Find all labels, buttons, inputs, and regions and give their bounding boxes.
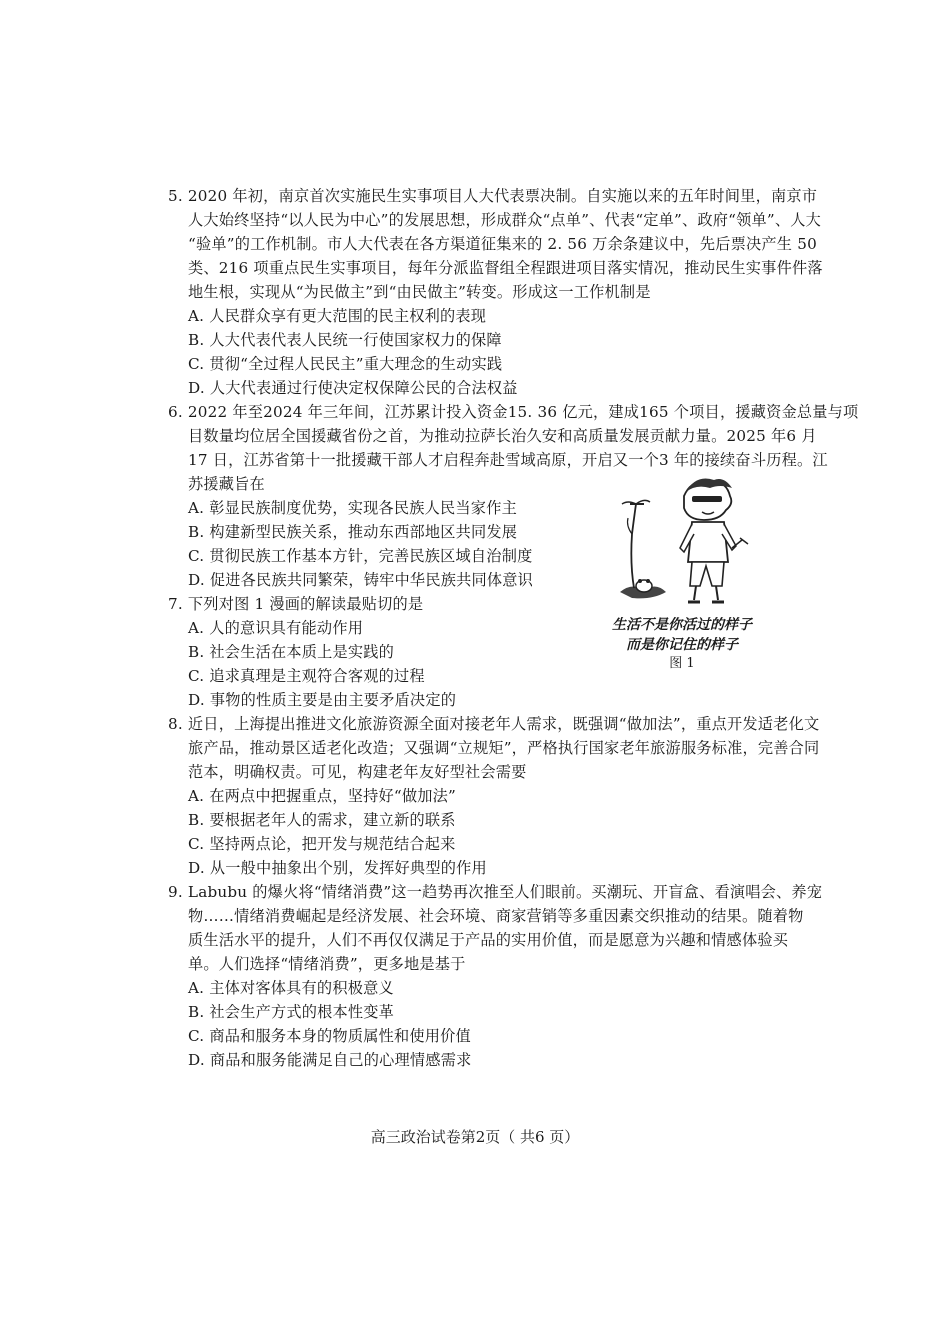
- question-6-line-3: 17 日，江苏省第十一批援藏干部人才启程奔赴雪域高原，开启又一个3 年的接续奋斗历程。江: [188, 451, 828, 469]
- question-8-line-1: 8. 近日，上海提出推进文化旅游资源全面对接老年人需求，既强调“做加法”，重点开发适老化文: [168, 715, 820, 733]
- question-9-option-a: A. 主体对客体具有的积极意义: [188, 979, 394, 997]
- question-6-line-2: 目数量均位居全国援藏省份之首，为推动拉萨长治久安和高质量发展贡献力量。2025 年6 月: [188, 427, 817, 445]
- question-6-option-b: B. 构建新型民族关系，推动东西部地区共同发展: [188, 523, 518, 541]
- question-9-option-b: B. 社会生产方式的根本性变革: [188, 1003, 395, 1021]
- question-9-line-4: 单。人们选择“情绪消费”，更多地是基于: [188, 955, 466, 973]
- question-8-option-c: C. 坚持两点论，把开发与规范结合起来: [188, 835, 456, 853]
- child-left-leg: [694, 586, 696, 600]
- question-5-line-4: 类、216 项重点民生实事项目，每年分派监督组全程跟进项目落实情况，推动民生实事件件落: [188, 259, 823, 277]
- question-5-line-3: “验单”的工作机制。市人大代表在各方渠道征集来的 2. 56 万余条建议中，先后票决产生 50: [188, 235, 817, 253]
- question-7-option-b: B. 社会生活在本质上是实践的: [188, 643, 395, 661]
- frog-eye: [646, 579, 650, 583]
- figure-caption-line-2: 而是你记住的样子: [626, 637, 738, 653]
- question-8-option-b: B. 要根据老年人的需求，建立新的联系: [188, 811, 456, 829]
- child-right-leg: [716, 586, 718, 600]
- question-9-line-2: 物……情绪消费崛起是经济发展、社会环境、商家营销等多重因素交织推动的结果。随着物: [188, 907, 804, 925]
- frog-eye: [638, 579, 642, 583]
- question-5-line-1: 5. 2020 年初，南京首次实施民生实事项目人大代表票决制。自实施以来的五年时间里，南京市: [168, 187, 818, 205]
- figure-label: 图 1: [669, 656, 695, 671]
- page-footer: 高三政治试卷第2页（ 共6 页）: [370, 1128, 580, 1146]
- question-8-line-3: 范本，明确权责。可见，构建老年友好型社会需要: [188, 763, 527, 781]
- child-shirt: [688, 522, 728, 562]
- question-6-option-c: C. 贯彻民族工作基本方针，完善民族区域自治制度: [188, 547, 533, 565]
- child-shorts: [690, 562, 724, 586]
- question-9-option-d: D. 商品和服务能满足自己的心理情感需求: [188, 1051, 472, 1069]
- question-7-option-a: A. 人的意识具有能动作用: [188, 619, 364, 637]
- plant-leaf: [628, 518, 633, 534]
- question-9-line-3: 质生活水平的提升，人们不再仅仅满足于产品的实用价值，而是愿意为兴趣和情感体验买: [188, 931, 789, 949]
- question-9-option-c: C. 商品和服务本身的物质属性和使用价值: [188, 1027, 471, 1045]
- question-8-option-a: A. 在两点中把握重点，坚持好“做加法”: [188, 787, 456, 805]
- figure-1-cartoon: [592, 474, 772, 674]
- question-6-line-1: 6. 2022 年至2024 年三年间，江苏累计投入资金15. 36 亿元，建成165 个项目，援藏资金总量与项: [168, 403, 859, 421]
- question-5-line-2: 人大始终坚持“以人民为中心”的发展思想，形成群众“点单”、代表“定单”、政府“领单”、人大: [188, 211, 822, 229]
- question-5-line-5: 地生根，实现从“为民做主”到“由民做主”转变。形成这一工作机制是: [188, 283, 651, 301]
- figure-caption-line-1: 生活不是你活过的样子: [612, 617, 752, 633]
- question-8-option-d: D. 从一般中抽象出个别，发挥好典型的作用: [188, 859, 487, 877]
- question-9-line-1: 9. Labubu 的爆火将“情绪消费”这一趋势再次推至人们眼前。买潮玩、开盲盒、看演唱会、养宠: [168, 883, 823, 901]
- question-5-option-c: C. 贯彻“全过程人民民主”重大理念的生动实践: [188, 355, 503, 373]
- question-5-option-d: D. 人大代表通过行使决定权保障公民的合法权益: [188, 379, 518, 397]
- question-7-option-c: C. 追求真理是主观符合客观的过程: [188, 667, 425, 685]
- question-6-line-4: 苏援藏旨在: [188, 475, 265, 493]
- question-5-option-b: B. 人大代表代表人民统一行使国家权力的保障: [188, 331, 502, 349]
- question-7-option-d: D. 事物的性质主要是由主要矛盾决定的: [188, 691, 457, 709]
- question-8-line-2: 旅产品，推动景区适老化改造；又强调“立规矩”，严格执行国家老年旅游服务标准，完善合同: [188, 739, 820, 757]
- cartoon-illustration: [592, 474, 772, 614]
- question-6-option-d: D. 促进各民族共同繁荣，铸牢中华民族共同体意识: [188, 571, 534, 589]
- question-5-option-a: A. 人民群众享有更大范围的民主权利的表现: [188, 307, 487, 325]
- child-glasses: [692, 496, 722, 502]
- question-7-line-1: 7. 下列对图 1 漫画的解读最贴切的是: [168, 595, 424, 613]
- question-6-option-a: A. 彰显民族制度优势，实现各民族人民当家作主: [188, 499, 517, 517]
- plant-stem: [631, 504, 636, 588]
